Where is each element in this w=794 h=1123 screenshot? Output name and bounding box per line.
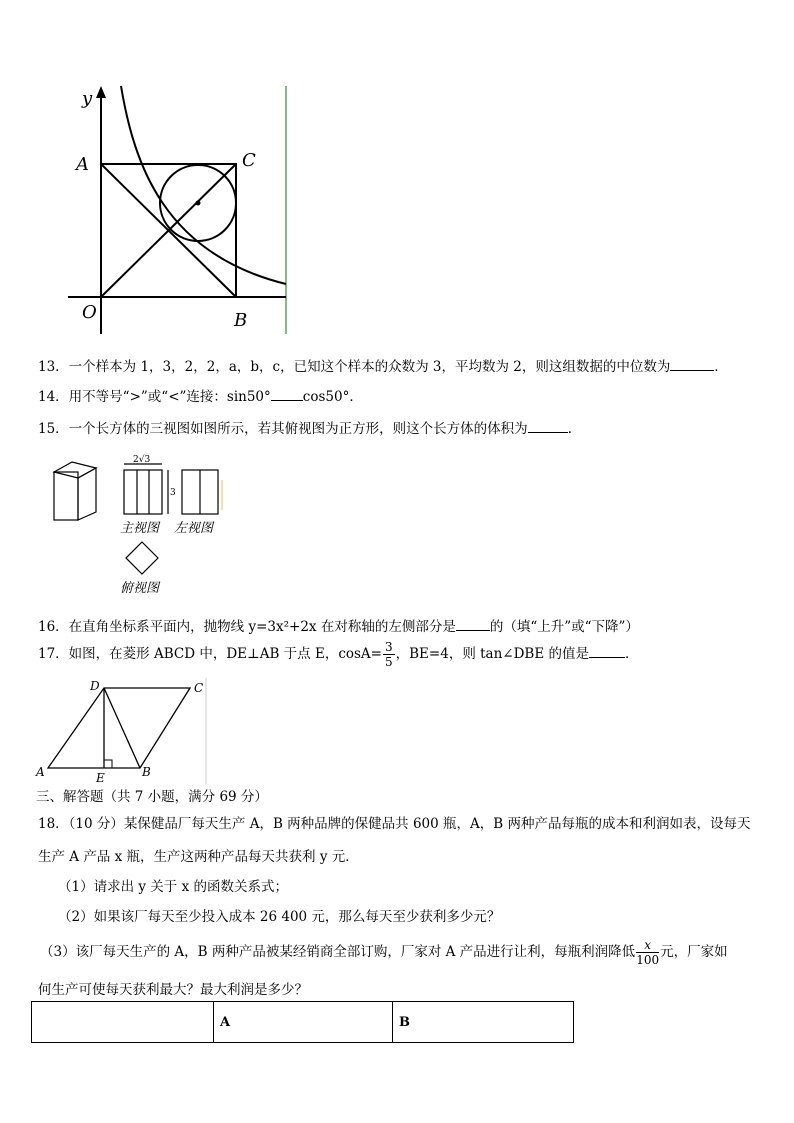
question-18-part-3: （3）该厂每天生产的 A，B 两种产品被某经销商全部订购，厂家对 A 产品进行让利，每瓶利润降低 $\frac{x}{100}$ 元，厂家如: [40, 938, 728, 967]
segment-db: [104, 688, 140, 768]
rhombus-abcd: [48, 688, 190, 768]
question-18-part-3-line-2: 何生产可使每天获利最大？最大利润是多少？: [38, 982, 308, 998]
cuboid-3d: [54, 462, 96, 520]
question-16: 16．在直角坐标系平面内，抛物线 y=3x²+2x 在对称轴的左侧部分是 的（填“上升”或“下降”）: [38, 619, 639, 635]
front-view: [124, 464, 168, 514]
section-3-heading: 三、解答题（共 7 小题，满分 69 分）: [36, 789, 268, 805]
front-view-label: 主视图: [120, 521, 160, 536]
label-y: y: [82, 88, 93, 109]
question-18-part-2: （2）如果该厂每天至少投入成本 26 400 元，那么每天至少获利多少元？: [58, 909, 501, 925]
label-a: A: [76, 154, 89, 175]
answer-blank-16[interactable]: [456, 618, 490, 631]
left-view-label: 左视图: [174, 521, 214, 536]
figure-12: [64, 84, 294, 336]
table-header-b: B: [393, 1002, 574, 1043]
question-14: 14．用不等号“>”或“<”连接：sin50° cos50°．: [38, 389, 363, 405]
label-c: C: [242, 150, 256, 171]
answer-blank-14[interactable]: [271, 388, 303, 401]
question-16-text: 16．在直角坐标系平面内，抛物线 y=3x²+2x 在对称轴的左侧部分是: [38, 619, 456, 635]
right-angle-mark: [104, 760, 112, 768]
question-17: 17．如图，在菱形 ABCD 中，DE⊥AB 于点 E，cosA= $\frac{3}{5}$ ，BE=4，则 tan∠DBE 的值是 ．: [38, 640, 639, 669]
question-18-part-1: （1）请求出 y 关于 x 的函数关系式；: [58, 879, 288, 895]
question-18-line-2: 生产 A 产品 x 瓶，生产这两种产品每天共获利 y 元．: [38, 849, 359, 865]
question-17-text: 17．如图，在菱形 ABCD 中，DE⊥AB 于点 E，cosA=: [38, 646, 382, 662]
fraction-x-100: $\frac{x}{100}$: [636, 938, 660, 967]
label-a: A: [36, 765, 45, 779]
top-view-label: 俯视图: [120, 581, 160, 596]
question-15: 15．一个长方体的三视图如图所示，若其俯视图为正方形，则这个长方体的体积为 ．: [38, 421, 582, 437]
table-header-blank: [32, 1002, 214, 1043]
table-row: [32, 1002, 574, 1043]
label-c: C: [194, 681, 204, 695]
top-view: [126, 542, 158, 574]
question-18-line-1: 18．（10 分）某保健品厂每天生产 A，B 两种品牌的保健品共 600 瓶，A，B 两种产品每瓶的成本和利润如表，设每天: [38, 816, 751, 832]
label-b: B: [142, 765, 151, 779]
table-header-a: A: [214, 1002, 393, 1043]
label-o: O: [82, 302, 97, 323]
figure-15: [48, 450, 228, 598]
circle-center: [196, 201, 201, 206]
question-13: 13．一个样本为 1，3，2，2，a，b，c，已知这个样本的众数为 3，平均数为 2，则这组数据的中位数为 ．: [38, 359, 728, 375]
height-label: 3: [170, 488, 176, 498]
question-15-text: 15．一个长方体的三视图如图所示，若其俯视图为正方形，则这个长方体的体积为: [38, 421, 528, 437]
answer-blank-17[interactable]: [589, 645, 625, 658]
label-e: E: [96, 771, 105, 785]
question-14-text: 14．用不等号“>”或“<”连接：sin50°: [38, 389, 271, 405]
width-label: 2√3: [133, 455, 151, 465]
fraction-3-5: $\frac{3}{5}$: [385, 640, 393, 669]
cost-profit-table: [31, 1001, 574, 1043]
answer-blank-15[interactable]: [528, 420, 568, 433]
y-axis-arrow: [96, 86, 106, 98]
left-view: [182, 470, 218, 514]
label-d: D: [90, 679, 100, 693]
question-13-text: 13．一个样本为 1，3，2，2，a，b，c，已知这个样本的众数为 3，平均数为 2，则这组数据的中位数为: [38, 359, 671, 375]
figure-17: [34, 676, 214, 786]
answer-blank-13[interactable]: [670, 358, 714, 371]
label-b: B: [234, 310, 248, 331]
